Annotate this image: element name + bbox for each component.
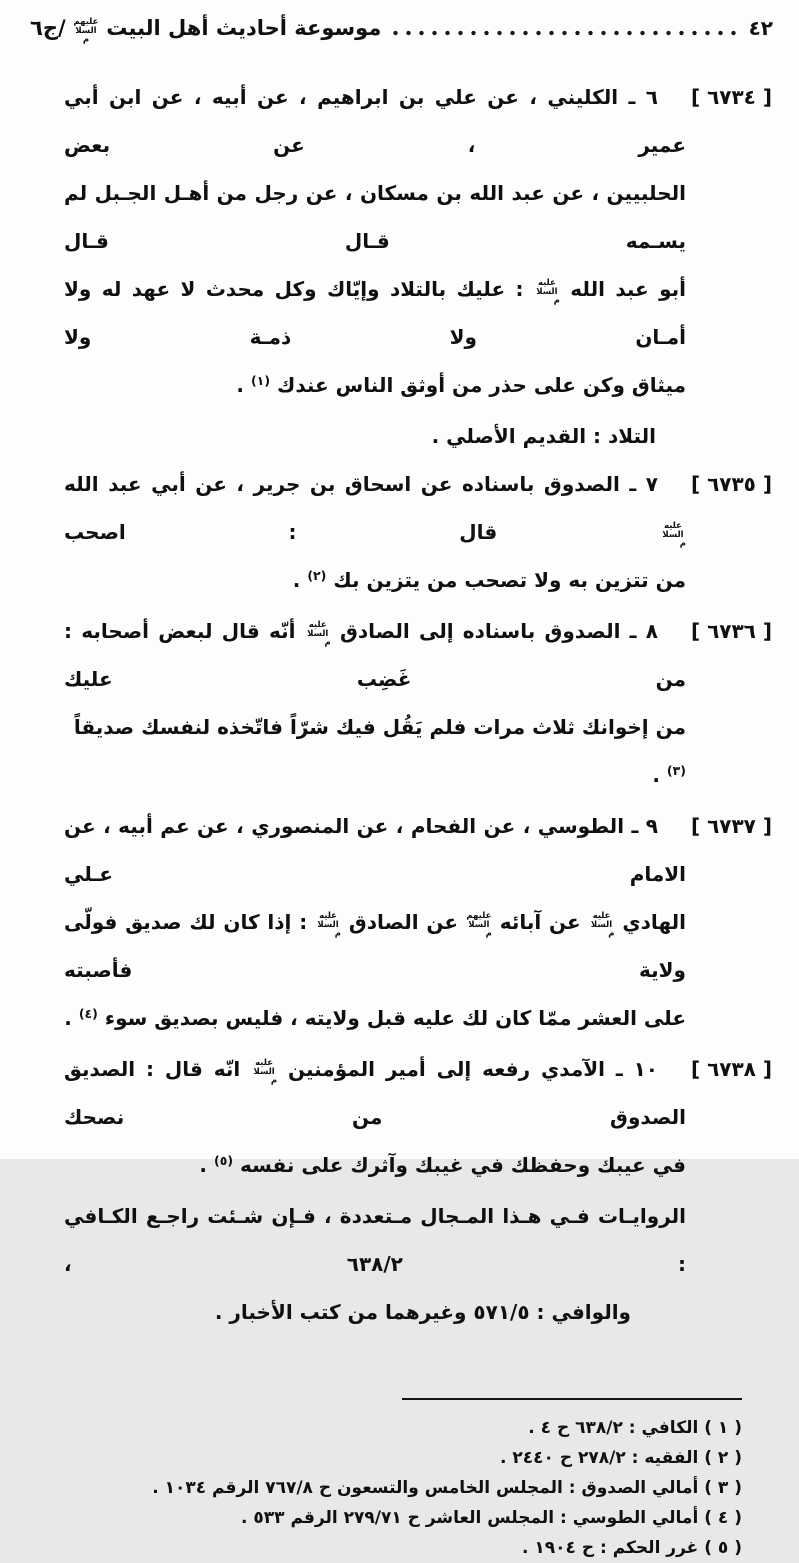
text-line <box>64 265 686 361</box>
text-run: الحلبيين ، عن عبد الله بن مسكان ، عن رجل من أهـل الجـبل لم يسـمه قـال قـال <box>64 181 686 254</box>
text-line <box>64 703 686 802</box>
text-run: التلاد : القديم الأصلي . <box>431 424 656 449</box>
entry-ref-number: [ ٦٧٣٤ ] <box>690 85 772 110</box>
honorific-seal: عليه السلام <box>536 277 560 307</box>
closing-paragraph <box>64 1192 686 1336</box>
dot-leader <box>389 30 740 36</box>
text-run: قال : اصحب <box>64 520 660 545</box>
page-number: ٤٢ <box>748 16 773 40</box>
text-run: ٧ ـ الصدوق باسناده عن اسحاق بن جرير ، عن أبي عبد الله <box>64 472 658 497</box>
text-run: الهادي <box>614 910 687 935</box>
text-run: . <box>64 1006 79 1031</box>
text-run: عن الصادق <box>341 910 466 935</box>
hadith-entry <box>64 73 772 412</box>
volume-label: /ج٦ <box>30 16 66 40</box>
footnote-separator <box>402 1398 742 1400</box>
text-line <box>64 802 686 898</box>
footnote-item: ( ١ ) الكافي : ٦٣٨/٢ ح ٤ . <box>528 1418 742 1439</box>
honorific-seal: عليه السلام <box>307 619 331 649</box>
text-line <box>64 460 686 556</box>
text-run: . <box>199 1153 214 1178</box>
text-line <box>64 1288 631 1336</box>
text-line <box>64 898 686 994</box>
text-line <box>64 73 686 169</box>
text-line <box>64 412 656 460</box>
text-run: ميثاق وكن على حذر من أوثق الناس عندك <box>270 373 686 398</box>
hadith-content <box>64 73 772 1336</box>
footnote-item: ( ٣ ) أمالي الصدوق : المجلس الخامس والتسعون ح ٧٦٧/٨ الرقم ١٠٣٤ . <box>152 1478 742 1499</box>
text-run: والوافي : ٥٧١/٥ وغيرهما من كتب الأخبار . <box>214 1300 631 1325</box>
text-run: على العشر ممّا كان لك عليه قبل ولايته ، فليس بصديق سوء <box>97 1006 686 1031</box>
text-run: . <box>292 568 308 593</box>
text-run: . <box>236 373 251 398</box>
text-line <box>64 361 686 412</box>
honorific-seal: عليه السلام <box>662 520 686 550</box>
entry-ref-number: [ ٦٧٣٨ ] <box>690 1057 772 1082</box>
page-header <box>0 0 799 45</box>
honorific-seal: عليه السلام <box>253 1057 278 1087</box>
hadith-entry <box>64 802 772 1045</box>
text-run: من تتزين به ولا تصحب من يتزين بك <box>326 568 686 593</box>
footnote-marker: (٤) <box>78 1006 98 1022</box>
entry-ref-number: [ ٦٧٣٦ ] <box>690 619 772 644</box>
text-line <box>64 556 686 607</box>
text-line <box>64 1141 686 1192</box>
footnote-item: ( ٥ ) غرر الحكم : ح ١٩٠٤ . <box>522 1538 742 1559</box>
book-title <box>30 16 381 45</box>
text-line <box>64 1192 686 1288</box>
text-run: ٨ ـ الصدوق باسناده إلى الصادق <box>330 619 658 644</box>
honorific-seal: عليهم السلام <box>73 16 99 45</box>
footnote-marker: (٥) <box>213 1153 234 1169</box>
entry-ref-number: [ ٦٧٣٧ ] <box>690 814 772 839</box>
text-run: من إخوانك ثلاث مرات فلم يَقُل فيك شرّاً فاتّخذه لنفسك صديقاً <box>73 715 686 740</box>
text-run: ٦ ـ الكليني ، عن علي بن ابراهيم ، عن أبيه ، عن ابن أبي عمير ، عن بعض <box>64 85 686 158</box>
text-run: . <box>652 763 667 788</box>
text-line <box>64 607 686 703</box>
honorific-seal: عليه السلام <box>590 910 615 940</box>
text-run: ١٠ ـ الآمدي رفعه إلى أمير المؤمنين <box>277 1057 658 1082</box>
text-run: الروايـات فـي هـذا المـجال مـتعددة ، فـإن شـئت راجـع الكـافي : ٦٣٨/٢ ، <box>64 1204 686 1277</box>
footnote-item: ( ٤ ) أمالي الطوسي : المجلس العاشر ح ٢٧٩/٧١ الرقم ٥٣٣ . <box>241 1508 742 1529</box>
text-line <box>64 994 686 1045</box>
hadith-entry <box>64 607 772 802</box>
text-run: أنّه قال لبعض أصحابه : من غَضِب عليك <box>64 619 686 692</box>
hadith-entry <box>64 1045 772 1192</box>
text-line <box>64 1045 686 1141</box>
honorific-seal: عليه السلام <box>317 910 342 940</box>
footnote-marker: (٢) <box>307 568 327 584</box>
text-run: : إذا كان لك صديق فولّى ولاية فأصبته <box>64 910 686 983</box>
footnote-marker: (٣) <box>666 763 686 779</box>
entry-ref-number: [ ٦٧٣٥ ] <box>690 472 772 497</box>
hadith-entry <box>64 460 772 607</box>
text-line <box>64 169 686 265</box>
honorific-seal: عليهم السلام <box>466 910 492 940</box>
footnote-item: ( ٢ ) الفقيه : ٢٧٨/٢ ح ٢٤٤٠ . <box>500 1448 742 1469</box>
gloss-note <box>64 412 686 460</box>
footnote-marker: (١) <box>250 373 271 389</box>
text-run: انّه قال : الصديق الصدوق من نصحك <box>64 1057 686 1130</box>
text-run: ٩ ـ الطوسي ، عن الفحام ، عن المنصوري ، عن عم أبيه ، عن الامام عـلي <box>64 814 686 887</box>
text-run: : عليك بالتلاد وإيّاك وكل محدث لا عهد له ولا أمـان ولا ذمـة ولا <box>64 277 686 350</box>
text-run: أبو عبد الله <box>559 277 686 302</box>
footnotes <box>40 1413 742 1563</box>
text-run: في عيبك وحفظك في غيبك وآثرك على نفسه <box>233 1153 686 1178</box>
text-run: عن آبائه <box>491 910 589 935</box>
book-title-text: موسوعة أحاديث أهل البيت <box>106 16 382 40</box>
